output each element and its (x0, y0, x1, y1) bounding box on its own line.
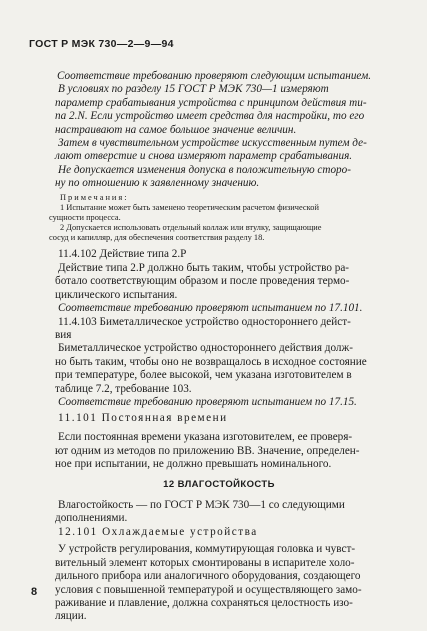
note-line: 2 Допускается использовать отдельный коллаж или втулку, защищающие (60, 223, 322, 232)
text-line: ют одним из методов по приложению ВВ. Значение, определен- (55, 444, 360, 457)
text-line: параметр срабатывания устройства с принципом действия ти- (55, 96, 367, 109)
text-line: ну по отношению к заявленному значению. (55, 177, 260, 190)
section-12 (29, 478, 409, 491)
text-line: дополнениями. (55, 512, 128, 525)
text-line: вительный элемент которых смонтированы в испарителе холо- (55, 556, 355, 569)
text-line: циклического испытания. (55, 288, 178, 301)
section-11-4-102 (55, 247, 410, 409)
text-line: но быть таким, чтобы оно не возвращалось в исходное состояние (55, 355, 367, 368)
note-line: сущности процесса. (49, 213, 121, 222)
text-line: дильного прибора или аналогичного оборудования, создающего (55, 570, 361, 583)
section-12-text (55, 499, 410, 526)
section-12-101 (55, 526, 410, 624)
text-line: вия (55, 328, 72, 341)
text-line: Соответствие требованию проверяют испытанием по 17.15. (58, 395, 357, 408)
note-line: сосуд и капилляр, для обеспечения соответствия разделу 18. (49, 233, 265, 242)
text-line: при температуре, более высокой, чем указана изготовителем в (55, 369, 352, 382)
text-line: Действие типа 2.Р должно быть таким, чтобы устройство ра- (58, 262, 350, 274)
text-line: ное при испытании, не должно превышать номинального. (55, 458, 332, 471)
text-line: В условиях по разделу 15 ГОСТ Р МЭК 730—1 измеряют (58, 83, 329, 96)
text-line: па 2.N. Если устройство имеет средства для настройки, то его (55, 110, 365, 123)
text-line: таблице 7.2, требование 103. (55, 382, 192, 395)
text-line: Затем в чувствительном устройстве искусственным путем де- (58, 136, 367, 149)
section-heading: 11.4.102 Действие типа 2.Р (58, 248, 187, 260)
text-line: Соответствие требованию проверяют следующим испытанием. (57, 70, 372, 82)
note-line: 1 Испытание может быть заменено теоретическим расчетом физической (60, 203, 319, 212)
paragraph-test-requirements (55, 70, 410, 191)
text-line: Если постоянная времени указана изготовителем, ее проверя- (58, 431, 353, 444)
notes-heading: Примечания: (60, 193, 129, 202)
section-11-101 (55, 412, 410, 472)
section-heading: 11.101 Постоянная времени (58, 412, 228, 424)
section-heading: 11.4.103 Биметаллическое устройство одностороннего дейст- (58, 315, 351, 328)
text-line: ляции. (55, 610, 87, 623)
text-line: У устройств регулирования, коммутирующая головка и чувст- (58, 543, 356, 556)
section-heading: 12.101 Охлаждаемые устройства (58, 526, 258, 538)
text-line: настраивают на самое большое значение величин. (55, 123, 297, 136)
text-line: лают отверстие и снова измеряют параметр срабатывания. (55, 150, 353, 163)
page-number: 8 (31, 586, 38, 598)
text-line: условия с повышенной температурой и осуществляющего замо- (55, 583, 362, 596)
text-line: Биметаллическое устройство одностороннего действия долж- (58, 342, 353, 355)
running-header: ГОСТ Р МЭК 730—2—9—94 (29, 38, 174, 50)
text-line: Не допускается изменения допуска в положительную сторо- (58, 163, 351, 176)
section-title: 12 ВЛАГОСТОЙКОСТЬ (163, 479, 275, 490)
text-line: раживание и плавление, должна сохраняться целостность изо- (55, 596, 353, 609)
text-line: Влагостойкость — по ГОСТ Р МЭК 730—1 со следующими (58, 499, 345, 511)
text-line: Соответствие требованию проверяют испытанием по 17.101. (58, 302, 363, 315)
text-line: ботало соответствующим образом и после проведения термо- (55, 275, 350, 288)
notes (49, 193, 412, 243)
